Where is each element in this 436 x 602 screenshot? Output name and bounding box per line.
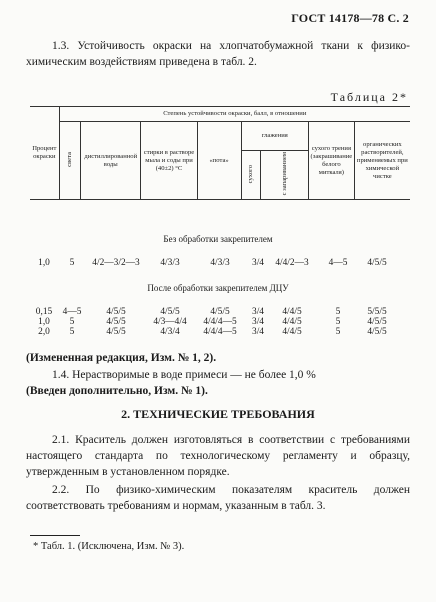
header-dry: сухого (241, 151, 260, 200)
cell: 4/5/5 (106, 317, 126, 327)
paragraph-1-3: 1.3. Устойчивость окраски на хлопчатобумажной ткани к физико-химическим воздействиям приведена в табл. 2. (26, 40, 410, 68)
cell: 4—5 (328, 258, 348, 268)
cell: 4/4/5 (282, 317, 302, 327)
cell: 0,15 (35, 307, 53, 317)
cell: 5 (69, 327, 75, 337)
cell: 4/3—4/4 (153, 317, 187, 327)
header-dry-rub: сухого трения (закрашивание белого миткаля) (309, 122, 355, 200)
cell: 5 (335, 327, 341, 337)
cell: 3/4 (252, 258, 264, 268)
cell: 3/4 (252, 317, 264, 327)
cell: 4/3/4 (160, 327, 180, 337)
cell: 5 (69, 258, 75, 268)
cell: 4/5/5 (106, 307, 126, 317)
header-group: Степень устойчивости окраски, балл, в отношении (59, 107, 410, 122)
cell: 1,0 (38, 317, 50, 327)
cell: 5 (69, 317, 75, 327)
cell: 2,0 (38, 327, 50, 337)
table-header (30, 106, 410, 200)
header-percent: Процент окраски (30, 107, 59, 200)
cell: 5 (335, 307, 341, 317)
section-with-fixer: После обработки закрепителем ДЦУ (147, 283, 289, 293)
cell: 4/5/5 (367, 258, 387, 268)
cell: 4/5/5 (210, 307, 230, 317)
section-title: 2. ТЕХНИЧЕСКИЕ ТРЕБОВАНИЯ (121, 407, 315, 421)
cell: 5 (335, 317, 341, 327)
cell: 4/5/5 (160, 307, 180, 317)
edit-note: (Измененная редакция, Изм. № 1, 2). (26, 352, 217, 364)
header-wash: стирки в растворе мыла и соды при (40±2) °С (141, 122, 197, 200)
cell: 4/4/4—5 (203, 317, 237, 327)
cell: 4/4/4—5 (203, 327, 237, 337)
header-light: света (59, 122, 80, 200)
header-distilled: дистиллированной воды (81, 122, 141, 200)
header-sweat: «пота» (197, 122, 241, 200)
header-organic: органических растворителей, применяемых при химической чистке (354, 122, 410, 200)
cell: 1,0 (38, 258, 50, 268)
added-note: (Введен дополнительно, Изм. № 1). (26, 385, 208, 397)
header-steam: с запариванием (260, 151, 308, 200)
cell: 4/4/5 (282, 307, 302, 317)
section-no-fixer: Без обработки закрепителем (163, 234, 273, 244)
cell: 4/2—3/2—3 (92, 258, 140, 268)
footnote: * Табл. 1. (Исключена, Изм. № 3). (33, 541, 185, 552)
cell: 4/5/5 (367, 317, 387, 327)
cell: 3/4 (252, 327, 264, 337)
cell: 4/4/2—3 (275, 258, 309, 268)
cell: 4/5/5 (367, 327, 387, 337)
cell: 4/3/3 (210, 258, 230, 268)
cell: 4/3/3 (160, 258, 180, 268)
paragraph-2-2: 2.2. По физико-химическим показателям краситель должен соответствовать требованиям и нормам, указанным в табл. 3. (26, 484, 410, 512)
cell: 4/5/5 (106, 327, 126, 337)
table-caption: Таблица 2* (330, 90, 408, 104)
page-header: ГОСТ 14178—78 С. 2 (291, 11, 409, 25)
cell: 4—5 (62, 307, 82, 317)
cell: 4/4/5 (282, 327, 302, 337)
header-ironing: глажения (241, 122, 308, 151)
cell: 3/4 (252, 307, 264, 317)
cell: 5/5/5 (367, 307, 387, 317)
paragraph-2-1: 2.1. Краситель должен изготовляться в соответствии с требованиями настоящего стандарта по технологическому регламенту и образцу, утвержденным в установленном порядке. (26, 434, 410, 478)
footnote-rule (30, 535, 80, 536)
paragraph-1-4: 1.4. Нерастворимые в воде примеси — не более 1,0 % (52, 369, 316, 381)
